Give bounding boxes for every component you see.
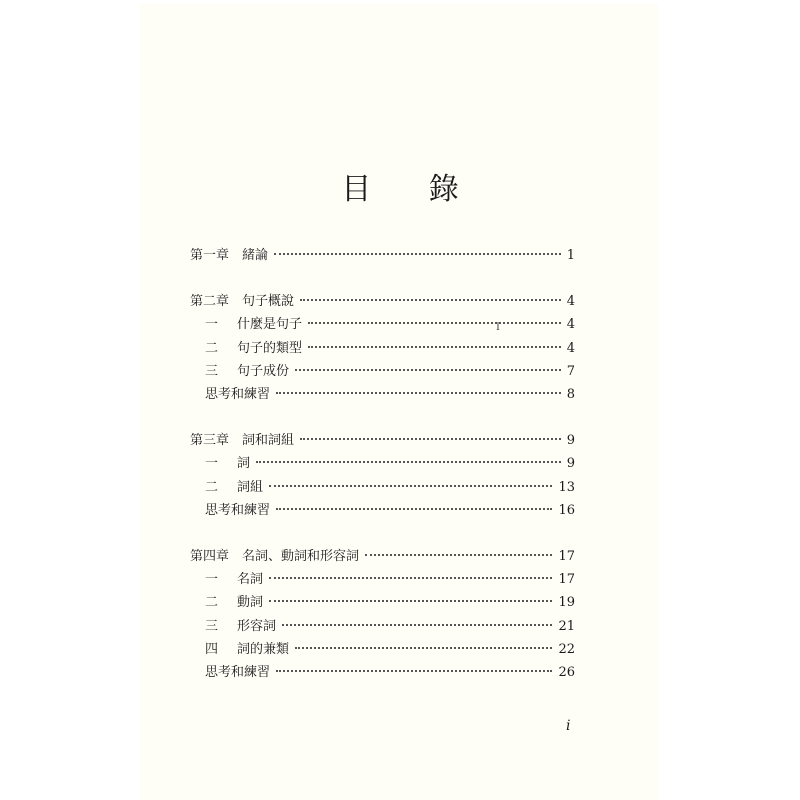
toc-label: 什麼是句子 [237,317,303,332]
toc-label: 第三章 詞和詞組 [190,433,295,448]
toc-page-number: 1 [566,248,575,263]
leader-dots [276,670,552,672]
toc-chapter-2 [190,291,575,313]
toc-section-number: 三 [205,619,219,634]
toc-page-number: 9 [566,433,575,448]
toc-label: 詞 [237,456,251,471]
toc-page-number: 8 [566,387,575,402]
toc-page-number: 4 [566,294,575,309]
toc-label: 詞的兼類 [237,642,290,657]
toc-label: 句子成份 [237,364,290,379]
toc-page-number: 19 [558,595,575,610]
leader-dots [308,346,561,348]
toc-page-number: 17 [558,572,575,587]
leader-dots [300,438,561,440]
toc-section [205,639,575,661]
toc-exercise [205,662,575,684]
leader-dots [269,577,552,579]
leader-dots [282,624,552,626]
leader-dots [295,647,552,649]
toc-section-number: 一 [205,572,219,587]
toc-section-number: 三 [205,364,219,379]
leader-dots [256,461,561,463]
page-title: 目 錄 [341,172,483,207]
toc-page-number: 17 [558,549,575,564]
toc-page-number: 16 [558,503,575,518]
toc-label: 思考和練習 [205,665,271,680]
toc-label: 第四章 名詞、動詞和形容詞 [190,549,360,564]
toc-section-number: 一 [205,317,219,332]
toc-label: 動詞 [237,595,264,610]
toc-label: 名詞 [237,572,264,587]
toc-page-number: 13 [558,480,575,495]
toc-chapter-4 [190,546,575,568]
toc-section-number: 二 [205,341,219,356]
toc-section [205,453,575,475]
toc-page-number: 4 [566,317,575,332]
stray-mark: I [496,322,500,333]
leader-dots [274,253,561,255]
toc-section [205,592,575,614]
toc-section [205,616,575,638]
toc-label: 第一章 緒論 [190,248,269,263]
toc-section [205,569,575,591]
leader-dots [365,554,552,556]
toc-label: 形容詞 [237,619,277,634]
toc-exercise [205,500,575,522]
toc-page-number: 21 [558,619,575,634]
toc-page-number: 9 [566,456,575,471]
toc-exercise [205,384,575,406]
leader-dots [269,600,552,602]
toc-label: 思考和練習 [205,387,271,402]
toc-section [205,338,575,360]
leader-dots [300,299,561,301]
toc-page-number: 7 [566,364,575,379]
toc-section-number: 一 [205,456,219,471]
leader-dots [295,369,561,371]
toc-page-number: 4 [566,341,575,356]
toc-chapter-1 [190,245,575,267]
leader-dots [276,392,561,394]
toc-section-number: 二 [205,480,219,495]
toc-chapter-3 [190,430,575,452]
page-number: i [566,718,571,734]
toc-section [205,361,575,383]
toc-label: 詞組 [237,480,264,495]
toc-page-number: 26 [558,665,575,680]
toc-label: 第二章 句子概說 [190,294,295,309]
toc-page-number: 22 [558,642,575,657]
toc-section [205,314,575,336]
leader-dots [308,322,561,324]
toc-section-number: 四 [205,642,219,657]
leader-dots [276,508,552,510]
leader-dots [269,485,552,487]
toc-section-number: 二 [205,595,219,610]
toc-label: 思考和練習 [205,503,271,518]
toc-label: 句子的類型 [237,341,303,356]
toc-section [205,477,575,499]
